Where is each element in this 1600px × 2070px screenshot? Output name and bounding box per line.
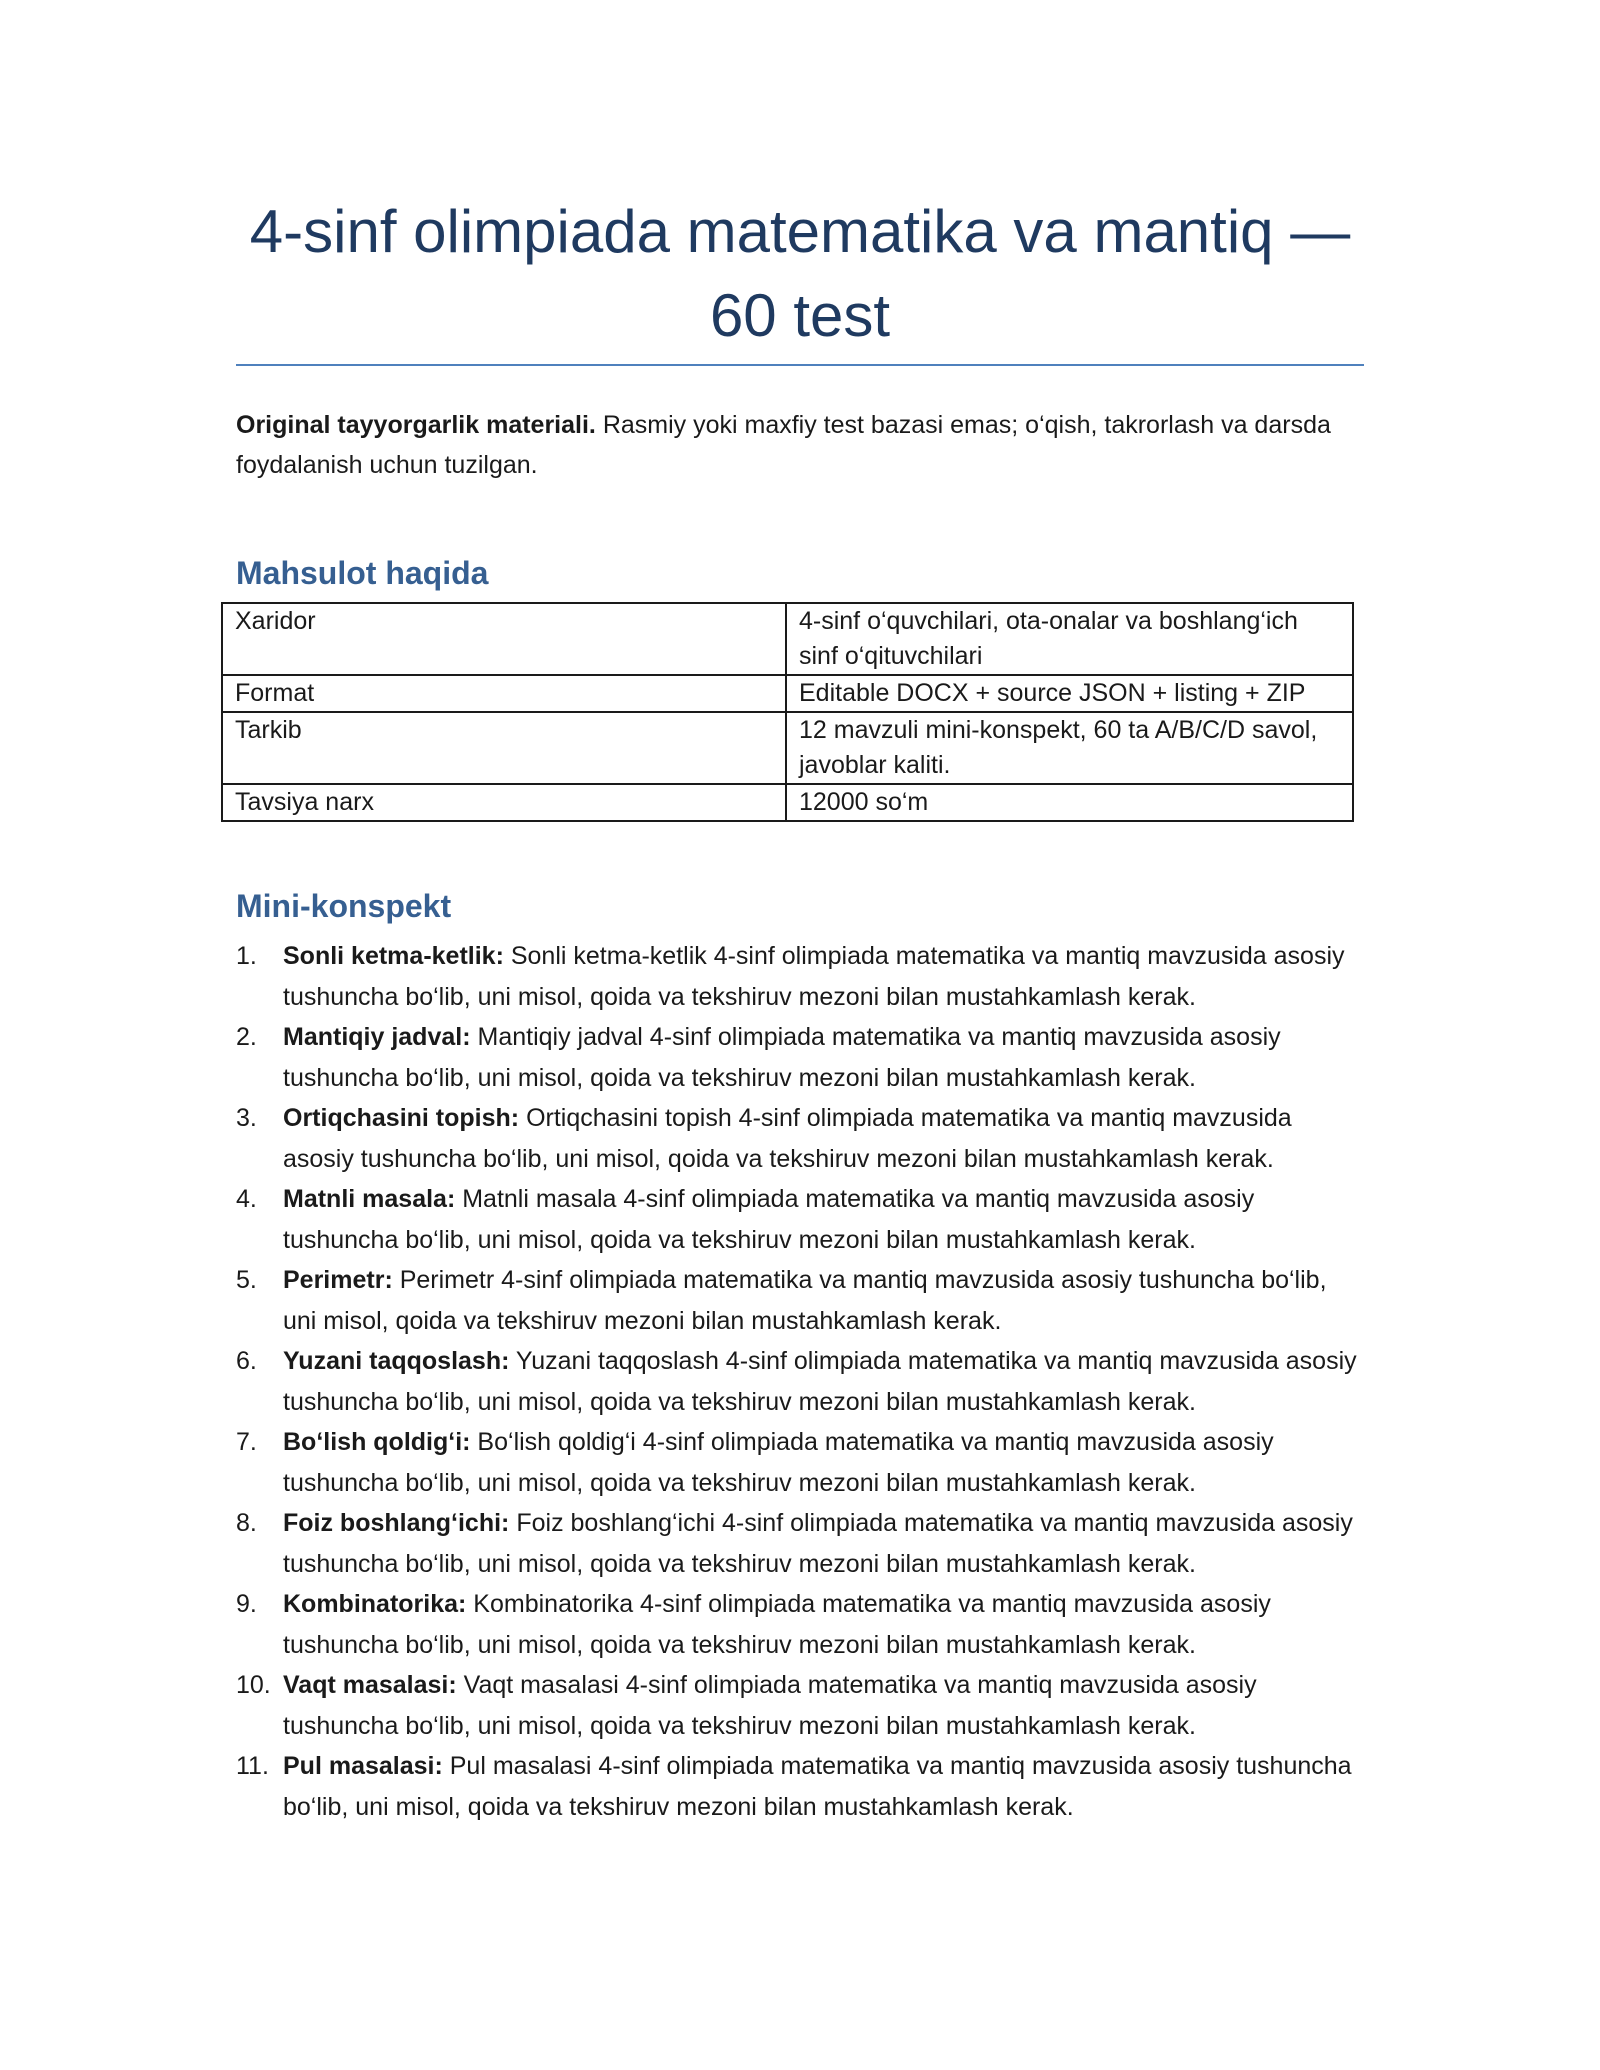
list-item-text: Foiz boshlang‘ichi 4-sinf olimpiada matematika va mantiq mavzusida asosiy tushuncha bo‘lib, uni misol, qoida va tekshiruv mezoni bilan mustahkamlash kerak. bbox=[283, 1509, 1353, 1578]
list-item-term: Yuzani taqqoslash: bbox=[283, 1347, 510, 1375]
list-item-text: Bo‘lish qoldig‘i 4-sinf olimpiada matematika va mantiq mavzusida asosiy tushuncha bo‘lib, uni misol, qoida va tekshiruv mezoni bilan mustahkamlash kerak. bbox=[283, 1428, 1274, 1497]
list-item-number: 3. bbox=[236, 1104, 257, 1132]
list-item-term: Ortiqchasini topish: bbox=[283, 1104, 520, 1132]
table-row bbox=[222, 675, 1353, 712]
list-item bbox=[236, 1260, 1364, 1341]
list-item bbox=[236, 1665, 1364, 1746]
table-cell-value: 12000 so‘m bbox=[786, 784, 1353, 821]
list-item-term: Vaqt masalasi: bbox=[283, 1671, 457, 1699]
table-cell-value: 12 mavzuli mini-konspekt, 60 ta A/B/C/D savol, javoblar kaliti. bbox=[786, 712, 1353, 784]
list-item-number: 5. bbox=[236, 1266, 257, 1294]
list-item-term: Perimetr: bbox=[283, 1266, 393, 1294]
list-item bbox=[236, 1584, 1364, 1665]
list-item-number: 1. bbox=[236, 942, 257, 970]
list-item-term: Mantiqiy jadval: bbox=[283, 1023, 471, 1051]
product-info-table bbox=[221, 602, 1354, 822]
list-item-term: Kombinatorika: bbox=[283, 1590, 467, 1618]
list-item bbox=[236, 1422, 1364, 1503]
section-heading-konspekt: Mini-konspekt bbox=[236, 888, 452, 924]
list-item bbox=[236, 1341, 1364, 1422]
list-item bbox=[236, 1098, 1364, 1179]
list-item-number: 7. bbox=[236, 1428, 257, 1456]
list-item-number: 9. bbox=[236, 1590, 257, 1618]
section-heading-about: Mahsulot haqida bbox=[236, 555, 489, 591]
konspekt-list bbox=[236, 936, 1364, 1827]
title-divider bbox=[236, 364, 1364, 366]
list-item-term: Bo‘lish qoldig‘i: bbox=[283, 1428, 471, 1456]
table-cell-key: Tavsiya narx bbox=[222, 784, 786, 821]
table-cell-value: 4-sinf o‘quvchilari, ota-onalar va boshlang‘ich sinf o‘qituvchilari bbox=[786, 603, 1353, 675]
list-item-text: Yuzani taqqoslash 4-sinf olimpiada matematika va mantiq mavzusida asosiy tushuncha bo‘lib, uni misol, qoida va tekshiruv mezoni bilan mustahkamlash kerak. bbox=[283, 1347, 1357, 1416]
table-row bbox=[222, 784, 1353, 821]
table-cell-value: Editable DOCX + source JSON + listing + ZIP bbox=[786, 675, 1353, 712]
intro-text: Rasmiy yoki maxfiy test bazasi emas; o‘qish, takrorlash va darsda foydalanish uchun tuzilgan. bbox=[236, 411, 1331, 479]
table-row bbox=[222, 603, 1353, 675]
intro-bold-lead: Original tayyorgarlik materiali. bbox=[236, 411, 596, 439]
list-item-text: Mantiqiy jadval 4-sinf olimpiada matematika va mantiq mavzusida asosiy tushuncha bo‘lib, uni misol, qoida va tekshiruv mezoni bilan mustahkamlash kerak. bbox=[283, 1023, 1281, 1092]
list-item-text: Perimetr 4-sinf olimpiada matematika va mantiq mavzusida asosiy tushuncha bo‘lib, uni misol, qoida va tekshiruv mezoni bilan mustahkamlash kerak. bbox=[283, 1266, 1327, 1335]
intro-paragraph bbox=[236, 405, 1364, 485]
list-item-term: Pul masalasi: bbox=[283, 1752, 443, 1780]
list-item-number: 4. bbox=[236, 1185, 257, 1213]
list-item-number: 6. bbox=[236, 1347, 257, 1375]
list-item-number: 11. bbox=[236, 1752, 269, 1780]
table-cell-key: Xaridor bbox=[222, 603, 786, 675]
table-cell-key: Format bbox=[222, 675, 786, 712]
list-item-text: Vaqt masalasi 4-sinf olimpiada matematika va mantiq mavzusida asosiy tushuncha bo‘lib, uni misol, qoida va tekshiruv mezoni bilan mustahkamlash kerak. bbox=[283, 1671, 1257, 1740]
list-item-text: Matnli masala 4-sinf olimpiada matematika va mantiq mavzusida asosiy tushuncha bo‘lib, uni misol, qoida va tekshiruv mezoni bilan mustahkamlash kerak. bbox=[283, 1185, 1255, 1254]
list-item-term: Matnli masala: bbox=[283, 1185, 456, 1213]
table-row bbox=[222, 712, 1353, 784]
list-item-term: Foiz boshlang‘ichi: bbox=[283, 1509, 510, 1537]
list-item-number: 8. bbox=[236, 1509, 257, 1537]
list-item bbox=[236, 1017, 1364, 1098]
list-item-number: 2. bbox=[236, 1023, 257, 1051]
list-item bbox=[236, 936, 1364, 1017]
list-item-text: Ortiqchasini topish 4-sinf olimpiada matematika va mantiq mavzusida asosiy tushuncha bo‘lib, uni misol, qoida va tekshiruv mezoni bilan mustahkamlash kerak. bbox=[283, 1104, 1292, 1173]
list-item bbox=[236, 1746, 1364, 1827]
table-cell-key: Tarkib bbox=[222, 712, 786, 784]
list-item bbox=[236, 1503, 1364, 1584]
list-item-number: 10. bbox=[236, 1671, 271, 1699]
document-title: 4-sinf olimpiada matematika va mantiq — 60 test bbox=[249, 198, 1351, 349]
list-item bbox=[236, 1179, 1364, 1260]
list-item-text: Pul masalasi 4-sinf olimpiada matematika va mantiq mavzusida asosiy tushuncha bo‘lib, uni misol, qoida va tekshiruv mezoni bilan mustahkamlash kerak. bbox=[283, 1752, 1352, 1821]
list-item-term: Sonli ketma-ketlik: bbox=[283, 942, 504, 970]
list-item-text: Sonli ketma-ketlik 4-sinf olimpiada matematika va mantiq mavzusida asosiy tushuncha bo‘lib, uni misol, qoida va tekshiruv mezoni bilan mustahkamlash kerak. bbox=[283, 942, 1345, 1011]
list-item-text: Kombinatorika 4-sinf olimpiada matematika va mantiq mavzusida asosiy tushuncha bo‘lib, uni misol, qoida va tekshiruv mezoni bilan mustahkamlash kerak. bbox=[283, 1590, 1271, 1659]
